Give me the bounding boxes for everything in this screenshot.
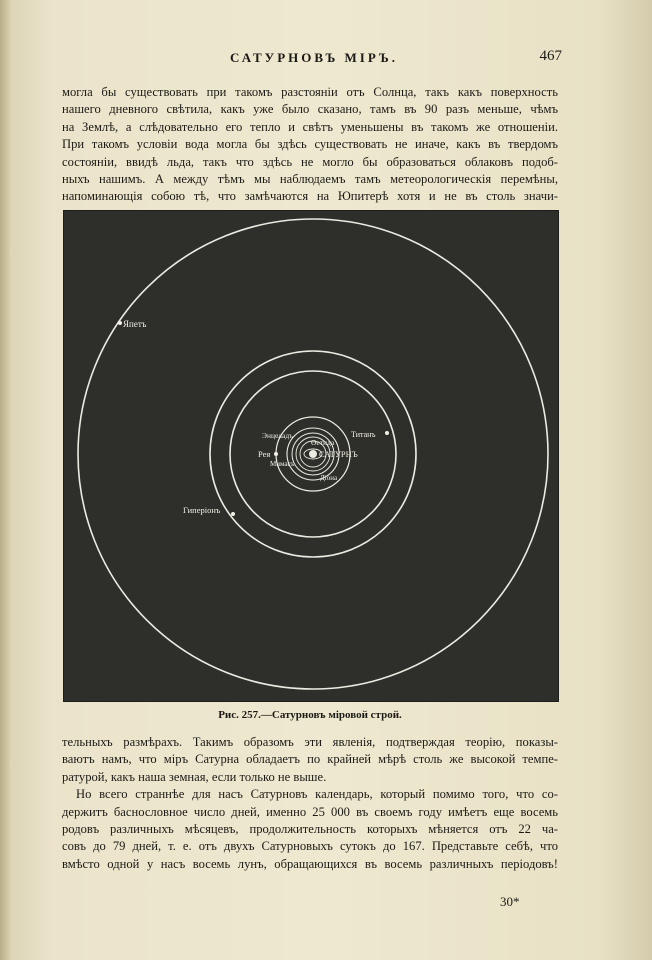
label-rhea: Рея: [258, 449, 271, 459]
text-block-top: [62, 84, 558, 206]
text-line: нашего дневного свѣтила, какъ уже было сказано, тамъ въ 90 разъ меньше, чѣмъ: [62, 102, 558, 117]
label-titan: Титанъ: [351, 430, 376, 439]
label-japetus: Япетъ: [123, 319, 147, 329]
running-title: САТУРНОВЪ МІРЪ.: [230, 50, 399, 65]
saturn-planet: [309, 450, 317, 458]
label-mimas: Мимасъ: [270, 460, 295, 468]
figure-caption: Рис. 257.—Сатурновъ міровой строй.: [218, 709, 402, 721]
saturn-system-figure: [63, 210, 559, 702]
text-line: ныхъ нашимъ. А между тѣмъ мы наблюдаемъ тамъ метеорологическія перемѣны,: [62, 172, 558, 187]
label-hyperion: Гиперіонъ: [183, 505, 221, 515]
text-line: тельныхъ размѣрахъ. Такимъ образомъ эти явленія, подтверждая теорію, показы-: [62, 735, 558, 749]
text-line: на Землѣ, а слѣдовательно его тепло и свѣтъ уменьшены въ такомъ же отношеніи.: [62, 119, 558, 134]
text-line: держитъ баснословное число дней, именно 25 000 въ своемъ году имѣетъ еще восемь: [62, 804, 558, 819]
text-line: ратурой, какъ наша земная, если только не выше.: [62, 769, 327, 784]
moon-hyperion: [231, 512, 235, 516]
page-header: [60, 48, 560, 68]
page-number: 467: [539, 48, 562, 64]
text-line: могла бы существовать при такомъ разстояніи отъ Солнца, такъ какъ поверхность: [62, 85, 558, 99]
printer-signature-mark: 30*: [500, 894, 520, 909]
label-dione: Діона: [320, 474, 338, 482]
text-line: ваютъ намъ, что міръ Сатурна обладаетъ по крайней мѣрѣ столь же высокой темпе-: [62, 752, 558, 767]
text-line: напоминающія собою тѣ, что замѣчаются на Юпитерѣ хотя и не въ столь значи-: [62, 189, 558, 204]
page-spine-shadow: [0, 0, 10, 960]
text-block-bottom: [62, 734, 558, 873]
moon-japetus: [118, 321, 122, 325]
moon-rhea: [274, 452, 278, 456]
text-line: совъ до 79 дней, т. е. отъ двухъ Сатурновыхъ сутокъ до 167. Представьте себѣ, что: [62, 839, 558, 854]
text-line: состояніи, ввидѣ льда, такъ что здѣсь не могло бы образоваться облаковъ подоб-: [62, 154, 558, 169]
label-enceladus: Энцеладъ: [262, 431, 294, 440]
text-line: Но всего страннѣе для насъ Сатурновъ календарь, который помимо того, что со-: [76, 787, 558, 802]
label-saturn: САТУРНЪ: [319, 449, 358, 459]
moon-titan: [385, 431, 389, 435]
label-tethys: Өетида: [311, 438, 335, 447]
text-line: При такомъ условіи вода могла бы здѣсь существовать не иначе, какъ въ твердомъ: [62, 137, 558, 152]
text-line: родовъ различныхъ мѣсяцевъ, продолжительность которыхъ мѣняется отъ 22 ча-: [62, 822, 558, 837]
text-line: вмѣсто одной у насъ восемь лунъ, обращающихся въ восемь различныхъ періодовъ!: [62, 856, 558, 871]
saturn-orbits-diagram: [63, 210, 559, 702]
